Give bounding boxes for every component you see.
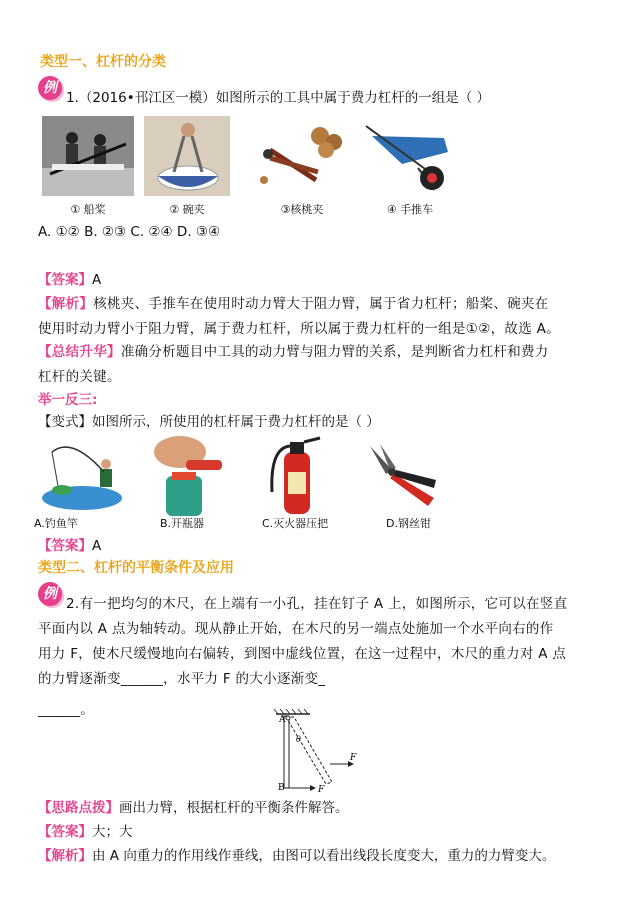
caption-2: ② 碗夹 [169, 203, 205, 216]
practice-answer: A [92, 538, 102, 554]
q2-line: 的力臂逐渐变______，水平力 F 的大小逐渐变_ [38, 671, 326, 687]
q1-analysis [38, 292, 608, 342]
answer-tag: 【答案】 [38, 824, 92, 840]
analysis-tag: 【解析】 [38, 848, 92, 864]
q2-question [38, 592, 613, 723]
diagram-label-theta: θ [296, 735, 301, 744]
practice-caption-a: A.钓鱼竿 [34, 517, 78, 530]
analysis-line: 使用时动力臂小于阻力臂，属于费力杠杆，所以属于费力杠杆的一组是①②，故选 A。 [38, 321, 560, 337]
practice-title: 举一反三: [38, 392, 98, 408]
bottle-opener-photo [146, 432, 232, 516]
q2-line: 平面内以 A 点为轴转动。现从静止开始，在木尺的另一端点处施加一个水平向右的作 [38, 621, 554, 637]
example-badge: 例 [38, 582, 62, 606]
q2-hint: 画出力臂，根据杠杆的平衡条件解答。 [119, 800, 349, 816]
summary-line: 杠杆的关键。 [38, 369, 121, 385]
summary-tag: 【总结升华】 [38, 344, 121, 360]
wheelbarrow-photo [362, 116, 458, 196]
example-badge: 例 [38, 76, 62, 100]
summary-line: 准确分析题目中工具的动力臂与阻力臂的关系，是判断省力杠杆和费力 [120, 344, 549, 360]
practice-caption-b: B.开瓶器 [160, 517, 205, 530]
fire-extinguisher-photo [262, 432, 332, 516]
nutcracker-photo [256, 116, 348, 196]
section1-title: 类型一、杠杆的分类 [40, 54, 166, 70]
answer-tag: 【答案】 [38, 272, 92, 288]
q1-options: A. ①② B. ②③ C. ②④ D. ③④ [38, 224, 221, 240]
analysis-line: 核桃夹、手推车在使用时动力臂大于阻力臂，属于省力杠杆；船桨、碗夹在 [93, 296, 549, 312]
q2-analysis: 由 A 向重力的作用线作垂线，由图可以看出线段长度变大，重力的力臂变大。 [92, 848, 556, 864]
caption-1: ① 船桨 [70, 203, 106, 216]
hint-tag: 【思路点拨】 [38, 800, 119, 816]
caption-3: ③核桃夹 [280, 203, 324, 216]
diagram-label-f2: F [350, 753, 357, 763]
practice-caption-c: C.灭火器压把 [262, 517, 329, 530]
section2-title: 类型二、杠杆的平衡条件及应用 [38, 560, 234, 576]
diagram-label-f1: F [318, 785, 325, 794]
bowl-clip-photo [144, 116, 230, 196]
q1-question: 1.（2016•邗江区一模）如图所示的工具中属于费力杠杆的一组是（ ） [66, 90, 490, 106]
caption-4: ④ 手推车 [386, 203, 434, 216]
practice-question: 【变式】如图所示，所使用的杠杆属于费力杠杆的是（ ） [38, 414, 380, 430]
diagram-label-b: B [278, 783, 285, 793]
q1-answer: A [92, 272, 102, 288]
rowing-photo [42, 116, 134, 196]
fishing-rod-photo [42, 436, 128, 514]
practice-caption-d: D.钢丝钳 [386, 517, 431, 530]
q2-answer: 大；大 [92, 824, 133, 840]
lever-diagram [270, 708, 380, 794]
q2-line: 用力 F，使木尺缓慢地向右偏转，到图中虚线位置，在这一过程中，木尺的重力对 A 点 [38, 646, 567, 662]
q1-summary [38, 340, 608, 390]
q2-line: ______。 [38, 702, 95, 718]
analysis-tag: 【解析】 [38, 296, 94, 312]
pliers-photo [364, 440, 440, 512]
q2-line: 2.有一把均匀的木尺，在上端有一小孔，挂在钉子 A 上，如图所示，它可以在竖直 [66, 596, 568, 612]
diagram-label-a: A [279, 715, 286, 725]
answer-tag: 【答案】 [38, 538, 92, 554]
